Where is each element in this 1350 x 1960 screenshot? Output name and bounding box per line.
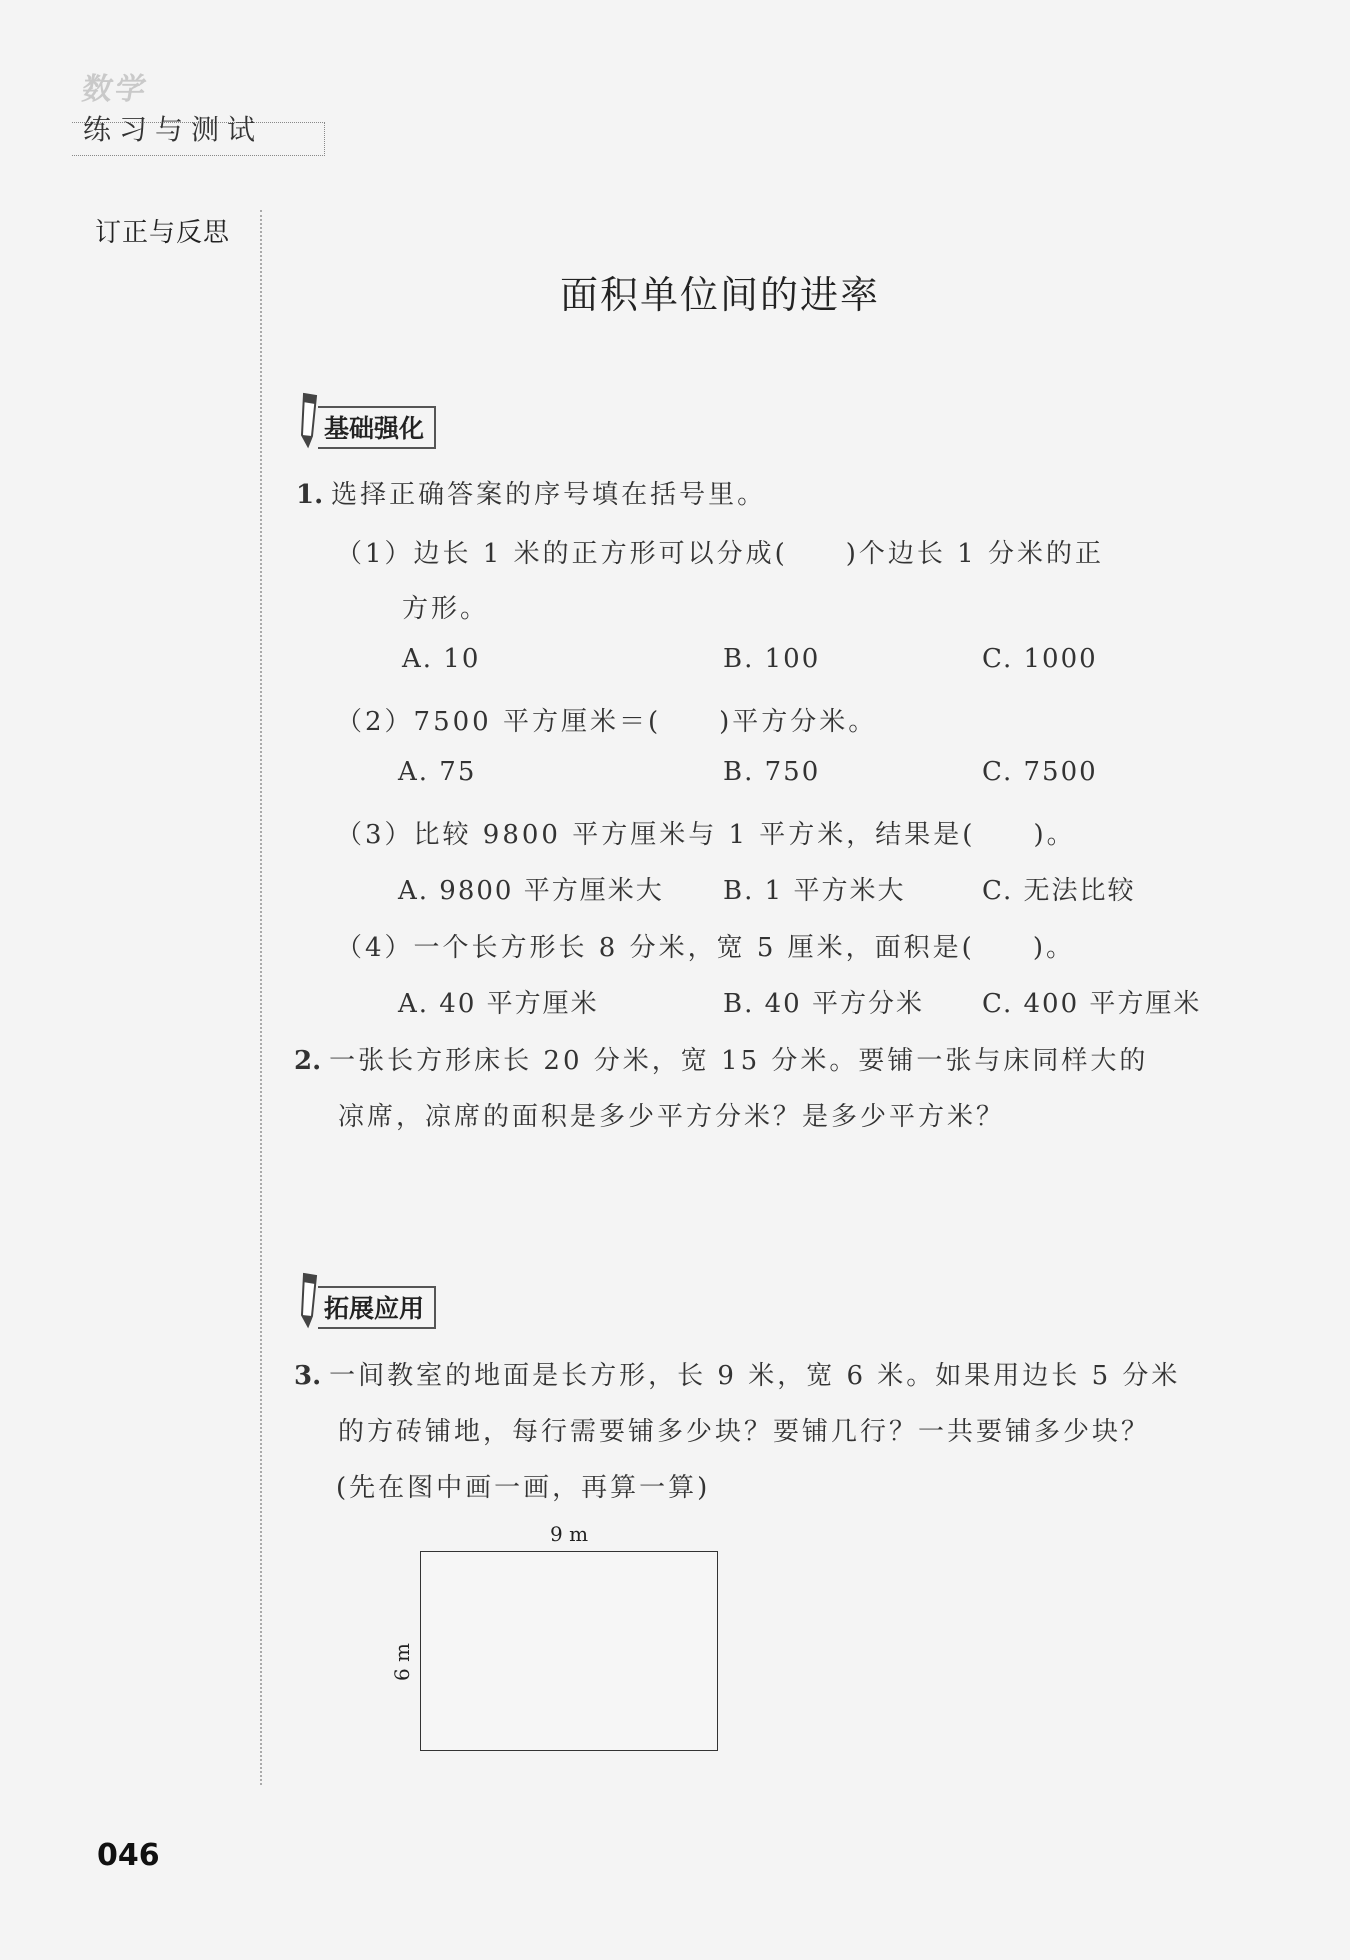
question-number: 3.: [294, 1361, 322, 1391]
q1-part4-option-a: A. 40 平方厘米: [398, 989, 599, 1019]
q1-part4-line1: （4）一个长方形长 8 分米，宽 5 厘米，面积是( )。: [336, 933, 1075, 963]
classroom-floor-rectangle: [420, 1551, 718, 1751]
q1-part3-option-c: C. 无法比较: [982, 876, 1136, 906]
question-3-line3: (先在图中画一画，再算一算): [336, 1473, 711, 1503]
margin-divider: [260, 210, 262, 1785]
question-number: 1.: [296, 480, 324, 510]
q1-part1-option-a: A. 10: [402, 644, 481, 674]
q1-part4-option-c: C. 400 平方厘米: [982, 989, 1202, 1019]
q1-part1-line1: （1）边长 1 米的正方形可以分成( )个边长 1 分米的正: [336, 539, 1104, 569]
correction-reflection-label: 订正与反思: [95, 218, 231, 248]
section-label-basic: 基础强化: [318, 406, 436, 449]
question-2-line1: 2. 一张长方形床长 20 分米，宽 15 分米。要铺一张与床同样大的: [294, 1046, 1149, 1076]
q1-part4-option-b: B. 40 平方分米: [723, 989, 924, 1019]
q1-part2-option-c: C. 7500: [982, 757, 1098, 787]
section-label-extended: 拓展应用: [318, 1286, 436, 1329]
q1-part1-option-b: B. 100: [723, 644, 821, 674]
section-header-basic: [296, 400, 496, 448]
question-1-stem: 1. 选择正确答案的序号填在括号里。: [296, 480, 767, 510]
page-title: 面积单位间的进率: [560, 273, 881, 317]
book-subject: 数学: [79, 72, 152, 107]
question-3-line1: 3. 一间教室的地面是长方形，长 9 米，宽 6 米。如果用边长 5 分米: [294, 1361, 1181, 1391]
question-3-line2: 的方砖铺地，每行需要铺多少块？要铺几行？一共要铺多少块？: [338, 1417, 1151, 1447]
q1-part1-line2: 方形。: [402, 594, 490, 624]
q1-part3-line1: （3）比较 9800 平方厘米与 1 平方米，结果是( )。: [336, 820, 1076, 850]
section-header-extended: [296, 1280, 496, 1328]
q1-part1-option-c: C. 1000: [982, 644, 1098, 674]
q1-part3-option-a: A. 9800 平方厘米大: [398, 876, 664, 906]
q1-part3-option-b: B. 1 平方米大: [723, 876, 906, 906]
figure-height-label: 6 m: [390, 1642, 415, 1682]
q1-part2-line1: （2）7500 平方厘米＝( )平方分米。: [336, 707, 878, 737]
book-series: 练习与测试: [83, 113, 264, 146]
q1-part2-option-a: A. 75: [398, 757, 477, 787]
page-number: 046: [97, 1838, 160, 1873]
question-2-line2: 凉席，凉席的面积是多少平方分米？是多少平方米？: [338, 1102, 1006, 1132]
figure-width-label: 9 m: [550, 1522, 589, 1546]
q1-part2-option-b: B. 750: [723, 757, 821, 787]
question-number: 2.: [294, 1046, 322, 1076]
